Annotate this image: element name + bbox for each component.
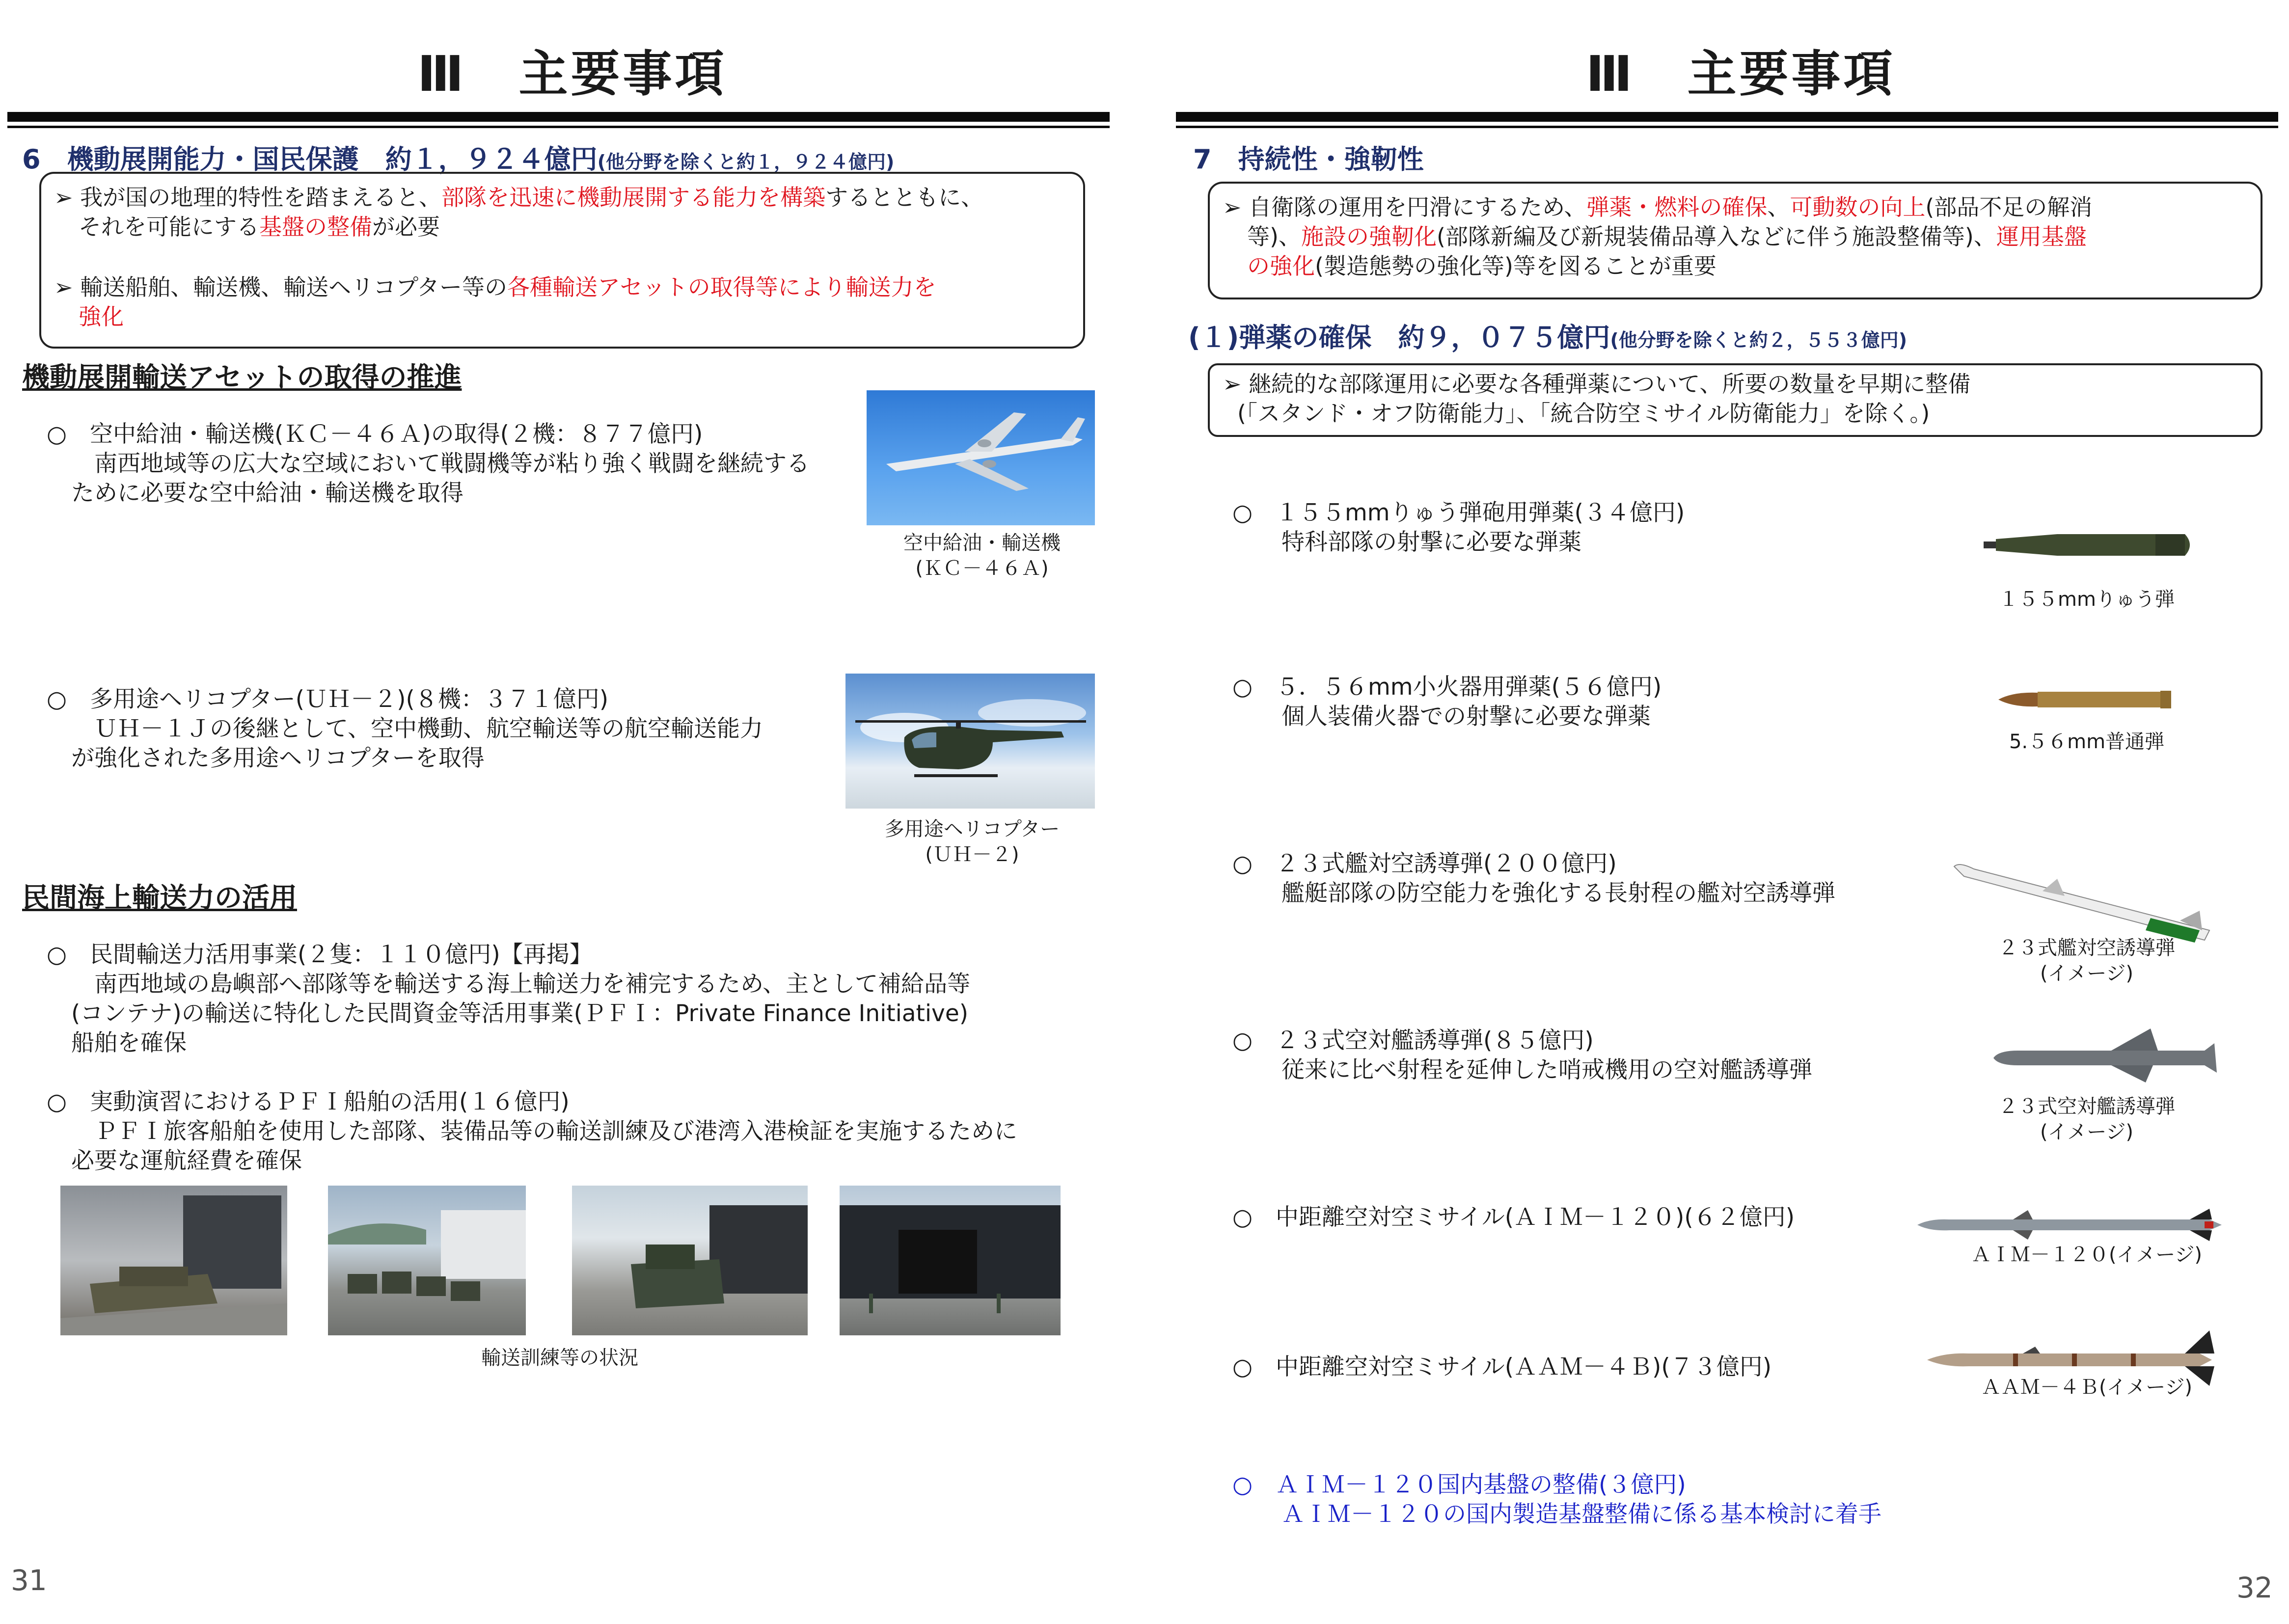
pfi-business-item: ○ 民間輸送力活用事業(２隻：１１０億円)【再掲】 南西地域の島嶼部へ部隊等を輸送する海上輸送力を補完するため、主として補給品等 (コンテナ)の輸送に特化した民間資金等活用事業(ＰＦＩ：Private Finance Initiative) 船舶を確保 [47, 941, 971, 1056]
type23-asm-image [1989, 1024, 2219, 1087]
arrow-bullet-icon: ➢ [1223, 194, 1242, 220]
arrow-bullet-icon: ➢ [54, 184, 73, 211]
ammo-item-aim120: ○ 中距離空対空ミサイル(ＡＩＭ－１２０)(６２億円) [1232, 1204, 1795, 1231]
section-heading-6: 6 機動展開能力・国民保護 約１，９２４億円(他分野を除くと約１，９２４億円) [22, 144, 895, 175]
page-title-left: Ⅲ 主要事項 [417, 45, 727, 103]
kc46-caption: 空中給油・輸送機 (ＫＣ－４６Ａ) [903, 532, 1061, 580]
kc46-item: ○ 空中給油・輸送機(ＫＣ－４６Ａ)の取得(２機：８７７億円) 南西地域等の広大な空域において戦闘機等が粘り強く戦闘を継続する ために必要な空中給油・輸送機を取得 [47, 421, 810, 507]
ammo-item-type23-sam: ○ ２３式艦対空誘導弾(２００億円) 艦艇部隊の防空能力を強化する長射程の艦対空誘導弾 [1232, 850, 1835, 907]
transport-photos-caption: 輸送訓練等の状況 [481, 1347, 638, 1369]
caption-aam4b: ＡＡＭ－４Ｂ(イメージ) [1981, 1376, 2192, 1399]
aim120-domestic-base-item: ○ ＡＩＭ－１２０国内基盤の整備(３億円) ＡＩＭ－１２０の国内製造基盤整備に係る基本検討に着手 [1232, 1471, 1881, 1528]
caption-556mm: 5.５６mm普通弾 [2009, 731, 2165, 753]
caption-aim120: ＡＩＭ－１２０(イメージ) [1971, 1244, 2202, 1266]
aim120-image [1915, 1208, 2224, 1242]
title-rule-right [1176, 112, 2278, 122]
intro-bullet-2: ➢ 輸送船舶、輸送機、輸送ヘリコプター等の各種輸送アセットの取得等により輸送力を 強化 [54, 274, 936, 330]
caption-type23-asm: ２３式空対艦誘導弾 (イメージ) [1998, 1095, 2175, 1143]
ammo-item-aam4b: ○ 中距離空対空ミサイル(ＡＡＭ－４Ｂ)(７３億円) [1232, 1353, 1772, 1380]
round-556mm-image [1993, 685, 2175, 714]
uh2-item: ○ 多用途ヘリコプター(ＵＨ－２)(８機：３７１億円) ＵＨ－１Ｊの後継として、空中機動、航空輸送等の航空輸送能力 が強化された多用途ヘリコプターを取得 [47, 686, 763, 772]
ammo-item-type23-asm: ○ ２３式空対艦誘導弾(８５億円) 従来に比べ射程を延伸した哨戒機用の空対艦誘導弾 [1232, 1027, 1812, 1083]
kc46-photo [867, 390, 1095, 525]
caption-155mm: １５５mmりゅう弾 [1999, 588, 2175, 611]
transport-photo-3 [572, 1186, 808, 1335]
page-number-left: 31 [11, 1564, 47, 1597]
ammunition-heading: (１)弾薬の確保 約９，０７５億円(他分野を除くと約２，５５３億円) [1188, 322, 1908, 353]
ammo-box-text: ➢ 継続的な部隊運用に必要な各種弾薬について、所要の数量を早期に整備 (「スタンド・オフ防衛能力」、「統合防空ミサイル防衛能力」を除く。) [1223, 371, 1971, 427]
title-rule-left-thin [7, 126, 1110, 128]
transport-photo-4 [840, 1186, 1061, 1335]
ammo-item-155mm: ○ １５５mmりゅう弾砲用弾薬(３４億円) 特科部隊の射撃に必要な弾薬 [1232, 499, 1685, 556]
subheading-transport-assets: 機動展開輸送アセットの取得の推進 [22, 362, 462, 394]
intro-bullet-right: ➢ 自衛隊の運用を円滑にするため、弾薬・燃料の確保、可動数の向上(部品不足の解消 等)、施設の強靭化(部隊新編及び新規装備品導入などに伴う施設整備等)、運用基盤 の強化(製造態勢の強化等)等を図ることが重要 [1223, 194, 2093, 279]
pfi-exercise-item: ○ 実動演習におけるＰＦＩ船舶の活用(１６億円) ＰＦＩ旅客船舶を使用した部隊、装備品等の輸送訓練及び港湾入港検証を実施するために 必要な運航経費を確保 [47, 1088, 1017, 1174]
intro-bullet-1: ➢ 我が国の地理的特性を踏まえると、部隊を迅速に機動展開する能力を構築するとともに、 それを可能にする基盤の整備が必要 [54, 184, 984, 240]
shell-155mm-image [1979, 525, 2195, 565]
subheading-civil-maritime: 民間海上輸送力の活用 [22, 882, 297, 914]
caption-type23-sam: ２３式艦対空誘導弾 (イメージ) [1998, 937, 2175, 985]
title-rule-left [7, 112, 1110, 122]
page-title-right: Ⅲ 主要事項 [1586, 45, 1896, 103]
ammo-item-556mm: ○ ５．５６mm小火器用弾薬(５６億円) 個人装備火器での射撃に必要な弾薬 [1232, 674, 1662, 730]
arrow-bullet-icon: ➢ [54, 274, 73, 300]
uh2-caption: 多用途ヘリコプター (ＵＨ－２) [884, 818, 1060, 866]
arrow-bullet-icon: ➢ [1223, 371, 1242, 397]
uh2-photo [845, 674, 1095, 809]
section-heading-7: 7 持続性・強靭性 [1193, 144, 1424, 175]
title-rule-right-thin [1176, 126, 2278, 128]
transport-photo-2 [328, 1186, 526, 1335]
transport-photo-1 [60, 1186, 287, 1335]
page-number-right: 32 [2236, 1571, 2273, 1604]
